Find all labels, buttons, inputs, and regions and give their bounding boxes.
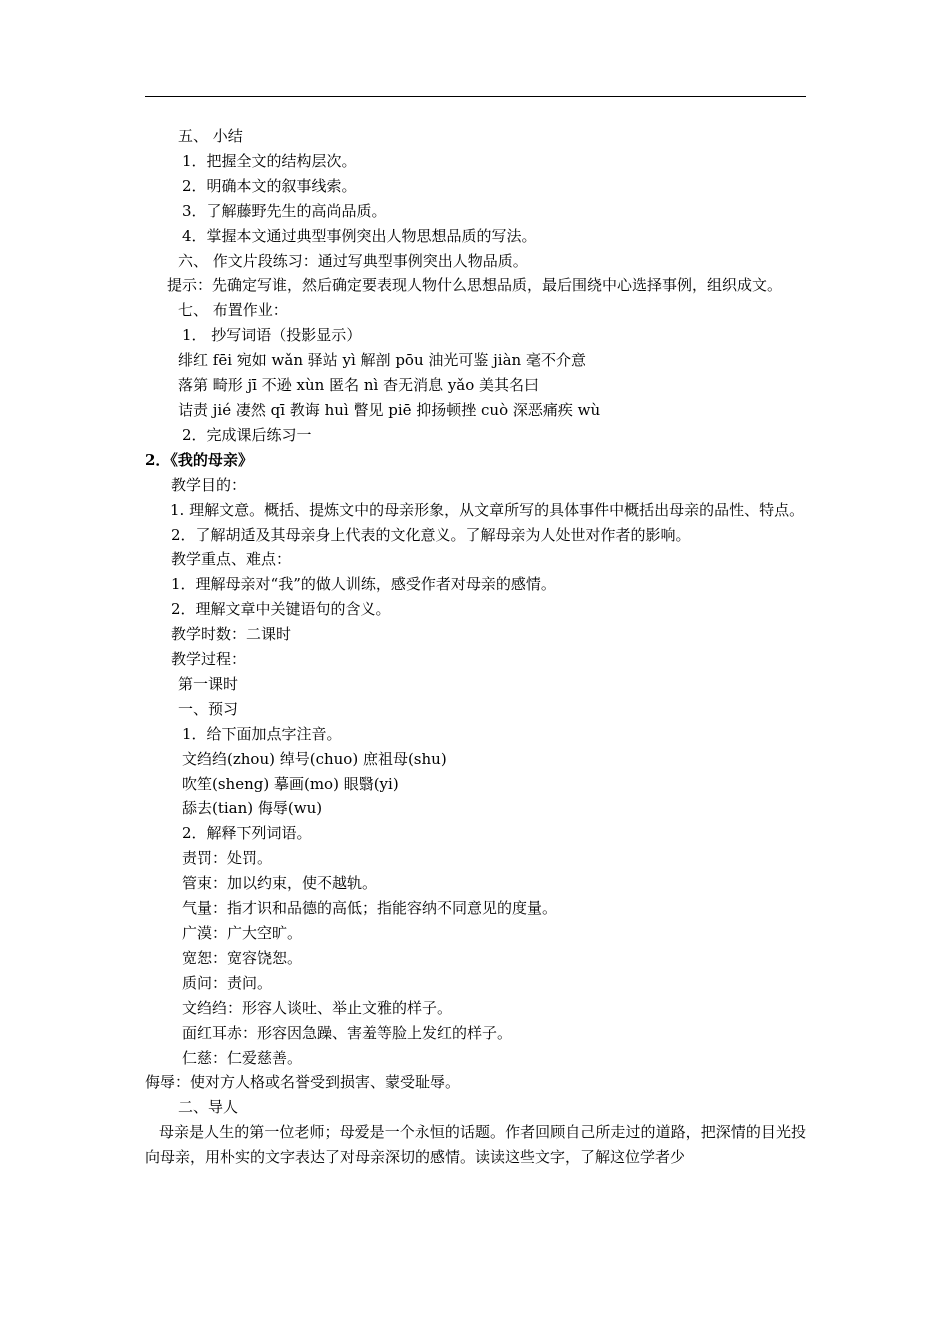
focus-item: 1．理解母亲对“我”的做人训练，感受作者对母亲的感情。 [171,575,556,594]
focus-item: 2．理解文章中关键语句的含义。 [171,600,391,619]
summary-item: 1．把握全文的结构层次。 [182,151,357,170]
process-heading: 教学过程： [171,650,247,669]
definition-line: 宽恕：宽容饶恕。 [182,948,303,967]
document-body [145,124,806,1170]
preview-heading: 一、预习 [178,699,239,718]
summary-item: 3．了解藤野先生的高尚品质。 [182,201,387,220]
definition-line: 气量：指才识和品德的高低；指能容纳不同意见的度量。 [182,899,558,918]
focus-heading: 教学重点、难点： [171,550,292,569]
summary-item: 2．明确本文的叙事线索。 [182,176,357,195]
definition-line: 广漠：广大空旷。 [182,924,303,942]
definition-line: 面红耳赤：形容因急躁、害羞等脸上发红的样子。 [182,1023,513,1042]
objective-paragraph: 1. 理解文意。概括、提炼文中的母亲形象，从文章所写的具体事件中概括出母亲的品性、特点。 [170,500,805,519]
first-lesson-heading: 第一课时 [178,674,239,693]
definition-line: 管束：加以约束，使不越轨。 [182,874,378,893]
definition-line: 仁慈：仁爱慈善。 [182,1048,303,1067]
objective-item: 2．了解胡适及其母亲身上代表的文化意义。了解母亲为人处世对作者的影响。 [171,525,691,544]
preview-item: 2．解释下列词语。 [182,824,312,843]
homework-item: 2．完成课后练习一 [182,425,312,444]
definition-line: 责罚：处罚。 [182,849,273,868]
vocab-line: 落第 畸形 jī 不逊 xùn 匿名 nì 杳无消息 yǎo 美其名曰 [178,376,540,395]
definition-line: 文绉绉：形容人谈吐、举止文雅的样子。 [182,998,453,1017]
intro-paragraph: 母亲是人生的第一位老师；母爱是一个永恒的话题。作者回顾自己所走过的道路，把深情的目光投向母亲，用朴实的文字表达了对母亲深切的感情。读读这些文字，了解这位学者少 [145,1123,806,1167]
section-homework-heading: 七、 布置作业： [178,301,288,320]
intro-heading: 二、导人 [178,1098,239,1117]
vocab-line: 诘责 jié 凄然 qī 教诲 huì 瞥见 piē 抑扬顿挫 cuò 深恶痛疾 wù [178,400,601,419]
preview-item: 1．给下面加点字注音。 [182,724,342,743]
class-hours: 教学时数：二课时 [171,625,292,644]
phonetic-line: 文绉绉(zhou) 绰号(chuo) 庶祖母(shu) [182,749,447,768]
definition-line: 质问：责问。 [182,973,273,992]
writing-tip-paragraph: 提示：先确定写谁，然后确定要表现人物什么思想品质，最后围绕中心选择事例，组织成文。 [167,276,783,295]
section-summary-heading: 五、 小结 [178,127,243,145]
homework-item: 1． 抄写词语（投影显示） [182,326,362,345]
header-rule [145,96,806,97]
objectives-heading: 教学目的： [171,475,247,494]
summary-item: 4．掌握本文通过典型事例突出人物思想品质的写法。 [182,226,537,245]
vocab-line: 绯红 fēi 宛如 wǎn 驿站 yì 解剖 pōu 油光可鉴 jiàn 毫不介意 [178,351,586,370]
phonetic-line: 吹笙(sheng) 摹画(mo) 眼翳(yi) [182,774,399,793]
definition-line: 侮辱：使对方人格或名誉受到损害、蒙受耻辱。 [145,1073,461,1092]
lesson-title: 2．《我的母亲》 [145,450,253,469]
phonetic-line: 舔去(tian) 侮辱(wu) [182,799,323,818]
section-writing-heading: 六、 作文片段练习：通过写典型事例突出人物品质。 [178,251,528,270]
